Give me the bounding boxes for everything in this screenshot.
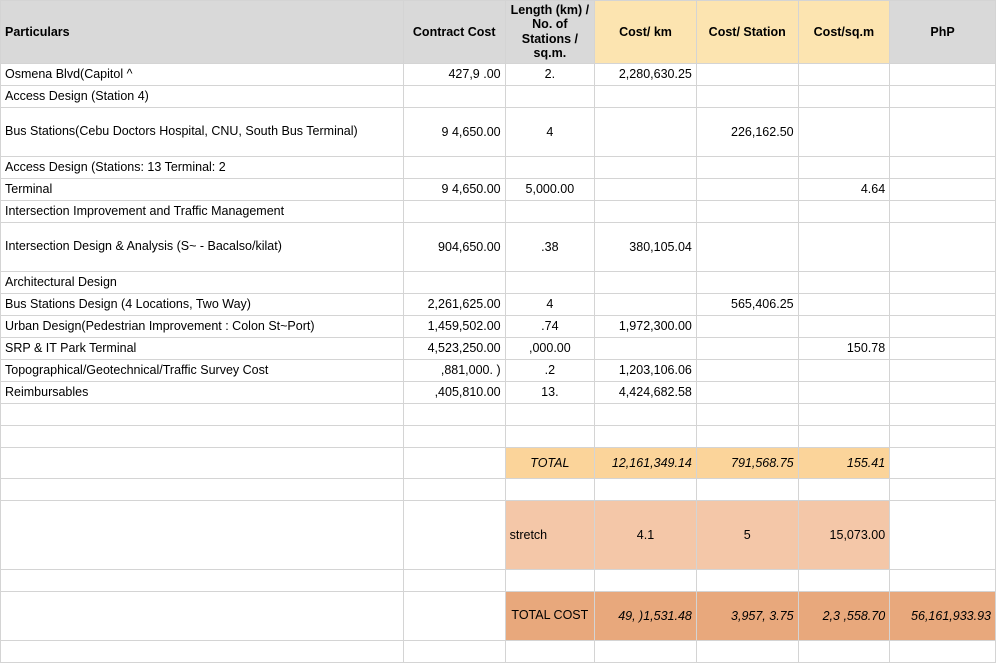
row-cost-per-station bbox=[696, 156, 798, 178]
table-header-row bbox=[1, 1, 996, 64]
row-cost-per-km bbox=[595, 293, 697, 315]
row-cost-per-station bbox=[696, 178, 798, 200]
empty-cell bbox=[505, 478, 595, 500]
row-cost-per-station: 565,406.25 bbox=[696, 293, 798, 315]
stretch-cost-per-km: 4.1 bbox=[595, 500, 697, 569]
row-length bbox=[505, 271, 595, 293]
empty-cell bbox=[890, 478, 996, 500]
row-contract-cost bbox=[403, 85, 505, 107]
total-cost-per-station: 791,568.75 bbox=[696, 447, 798, 478]
row-length bbox=[505, 200, 595, 222]
empty-cell bbox=[505, 640, 595, 662]
row-length bbox=[505, 85, 595, 107]
grand-total-cost-per-km: 49, )1,531.48 bbox=[595, 591, 697, 640]
empty-cell bbox=[696, 425, 798, 447]
total-cost-per-km: 12,161,349.14 bbox=[595, 447, 697, 478]
row-contract-cost: 4,523,250.00 bbox=[403, 337, 505, 359]
row-cost-per-sqm: 4.64 bbox=[798, 178, 890, 200]
header-php: PhP bbox=[890, 1, 996, 64]
row-php bbox=[890, 381, 996, 403]
empty-cell bbox=[798, 403, 890, 425]
table-row bbox=[1, 337, 996, 359]
total-label: TOTAL bbox=[505, 447, 595, 478]
row-length: ,000.00 bbox=[505, 337, 595, 359]
row-cost-per-sqm bbox=[798, 293, 890, 315]
grand-total-php: 56,161,933.93 bbox=[890, 591, 996, 640]
empty-cell bbox=[1, 500, 404, 569]
empty-cell bbox=[403, 478, 505, 500]
table-row bbox=[1, 85, 996, 107]
row-contract-cost bbox=[403, 200, 505, 222]
row-cost-per-station bbox=[696, 200, 798, 222]
empty-cell bbox=[403, 425, 505, 447]
row-php bbox=[890, 63, 996, 85]
row-label: Urban Design(Pedestrian Improvement : Colon St~Port) bbox=[1, 315, 404, 337]
row-cost-per-sqm bbox=[798, 200, 890, 222]
row-cost-per-sqm: 150.78 bbox=[798, 337, 890, 359]
grand-total-label: TOTAL COST bbox=[505, 591, 595, 640]
row-php bbox=[890, 337, 996, 359]
row-contract-cost bbox=[403, 271, 505, 293]
row-cost-per-km bbox=[595, 85, 697, 107]
table-row bbox=[1, 293, 996, 315]
row-cost-per-km bbox=[595, 271, 697, 293]
header-cost-per-km: Cost/ km bbox=[595, 1, 697, 64]
spacer-row bbox=[1, 569, 996, 591]
table-row bbox=[1, 107, 996, 156]
row-cost-per-sqm bbox=[798, 359, 890, 381]
table-row bbox=[1, 178, 996, 200]
total-cost-per-sqm: 155.41 bbox=[798, 447, 890, 478]
spacer-row bbox=[1, 478, 996, 500]
row-cost-per-station bbox=[696, 315, 798, 337]
row-php bbox=[890, 107, 996, 156]
empty-cell bbox=[595, 569, 697, 591]
row-length: .38 bbox=[505, 222, 595, 271]
header-contract-cost: Contract Cost bbox=[403, 1, 505, 64]
row-length: .74 bbox=[505, 315, 595, 337]
empty-cell bbox=[1, 447, 404, 478]
header-cost-per-sqm: Cost/sq.m bbox=[798, 1, 890, 64]
row-cost-per-sqm bbox=[798, 107, 890, 156]
table-row bbox=[1, 359, 996, 381]
empty-cell bbox=[1, 640, 404, 662]
row-contract-cost bbox=[403, 156, 505, 178]
header-length: Length (km) / No. of Stations / sq.m. bbox=[505, 1, 595, 64]
row-length bbox=[505, 156, 595, 178]
empty-cell bbox=[403, 640, 505, 662]
row-cost-per-sqm bbox=[798, 85, 890, 107]
empty-cell bbox=[505, 569, 595, 591]
row-cost-per-km: 1,203,106.06 bbox=[595, 359, 697, 381]
row-length: .2 bbox=[505, 359, 595, 381]
row-cost-per-sqm bbox=[798, 315, 890, 337]
row-length: 13. bbox=[505, 381, 595, 403]
table-row bbox=[1, 63, 996, 85]
empty-cell bbox=[890, 403, 996, 425]
row-cost-per-km: 4,424,682.58 bbox=[595, 381, 697, 403]
row-label: Architectural Design bbox=[1, 271, 404, 293]
empty-cell bbox=[890, 500, 996, 569]
empty-cell bbox=[1, 591, 404, 640]
spacer-row bbox=[1, 403, 996, 425]
stretch-cost-per-station: 5 bbox=[696, 500, 798, 569]
row-cost-per-km bbox=[595, 156, 697, 178]
empty-cell bbox=[1, 425, 404, 447]
grand-total-row bbox=[1, 591, 996, 640]
empty-cell bbox=[798, 478, 890, 500]
row-contract-cost: 427,9 .00 bbox=[403, 63, 505, 85]
row-cost-per-station bbox=[696, 271, 798, 293]
empty-cell bbox=[1, 478, 404, 500]
row-cost-per-station bbox=[696, 381, 798, 403]
row-cost-per-station: 226,162.50 bbox=[696, 107, 798, 156]
empty-cell bbox=[1, 403, 404, 425]
row-label: SRP & IT Park Terminal bbox=[1, 337, 404, 359]
row-cost-per-km bbox=[595, 107, 697, 156]
row-cost-per-station bbox=[696, 337, 798, 359]
row-label: Bus Stations Design (4 Locations, Two Way) bbox=[1, 293, 404, 315]
row-php bbox=[890, 200, 996, 222]
row-label: Reimbursables bbox=[1, 381, 404, 403]
empty-cell bbox=[595, 478, 697, 500]
row-contract-cost: ,881,000. ) bbox=[403, 359, 505, 381]
row-cost-per-sqm bbox=[798, 222, 890, 271]
empty-cell bbox=[890, 425, 996, 447]
row-cost-per-km: 2,280,630.25 bbox=[595, 63, 697, 85]
row-cost-per-km bbox=[595, 337, 697, 359]
empty-cell bbox=[403, 447, 505, 478]
table-row bbox=[1, 156, 996, 178]
row-contract-cost: 2,261,625.00 bbox=[403, 293, 505, 315]
row-cost-per-sqm bbox=[798, 381, 890, 403]
grand-total-cost-per-station: 3,957, 3.75 bbox=[696, 591, 798, 640]
empty-cell bbox=[505, 425, 595, 447]
row-cost-per-station bbox=[696, 222, 798, 271]
grand-total-cost-per-sqm: 2,3 ,558.70 bbox=[798, 591, 890, 640]
spacer-row bbox=[1, 425, 996, 447]
stretch-row bbox=[1, 500, 996, 569]
row-php bbox=[890, 359, 996, 381]
row-contract-cost: 904,650.00 bbox=[403, 222, 505, 271]
empty-cell bbox=[595, 640, 697, 662]
row-contract-cost: ,405,810.00 bbox=[403, 381, 505, 403]
row-php bbox=[890, 178, 996, 200]
table-row bbox=[1, 381, 996, 403]
row-label: Topographical/Geotechnical/Traffic Survey Cost bbox=[1, 359, 404, 381]
table-row bbox=[1, 222, 996, 271]
empty-cell bbox=[890, 569, 996, 591]
row-php bbox=[890, 222, 996, 271]
empty-cell bbox=[403, 591, 505, 640]
row-label: Access Design (Station 4) bbox=[1, 85, 404, 107]
empty-cell bbox=[890, 640, 996, 662]
total-php bbox=[890, 447, 996, 478]
stretch-label: stretch bbox=[505, 500, 595, 569]
total-row bbox=[1, 447, 996, 478]
row-php bbox=[890, 293, 996, 315]
spacer-row bbox=[1, 640, 996, 662]
row-label: Intersection Improvement and Traffic Management bbox=[1, 200, 404, 222]
row-cost-per-station bbox=[696, 63, 798, 85]
row-label: Bus Stations(Cebu Doctors Hospital, CNU, South Bus Terminal) bbox=[1, 107, 404, 156]
table-row bbox=[1, 271, 996, 293]
row-cost-per-sqm bbox=[798, 271, 890, 293]
row-cost-per-km: 380,105.04 bbox=[595, 222, 697, 271]
empty-cell bbox=[696, 569, 798, 591]
empty-cell bbox=[403, 569, 505, 591]
row-contract-cost: 1,459,502.00 bbox=[403, 315, 505, 337]
empty-cell bbox=[403, 403, 505, 425]
empty-cell bbox=[505, 403, 595, 425]
row-cost-per-sqm bbox=[798, 156, 890, 178]
row-php bbox=[890, 85, 996, 107]
row-length: 4 bbox=[505, 107, 595, 156]
row-label: Osmena Blvd(Capitol ^ bbox=[1, 63, 404, 85]
table-row bbox=[1, 315, 996, 337]
row-cost-per-sqm bbox=[798, 63, 890, 85]
row-php bbox=[890, 156, 996, 178]
row-cost-per-station bbox=[696, 359, 798, 381]
row-cost-per-km: 1,972,300.00 bbox=[595, 315, 697, 337]
row-cost-per-station bbox=[696, 85, 798, 107]
row-contract-cost: 9 4,650.00 bbox=[403, 178, 505, 200]
row-label: Terminal bbox=[1, 178, 404, 200]
empty-cell bbox=[696, 403, 798, 425]
empty-cell bbox=[798, 640, 890, 662]
row-length: 5,000.00 bbox=[505, 178, 595, 200]
empty-cell bbox=[798, 569, 890, 591]
row-length: 4 bbox=[505, 293, 595, 315]
row-cost-per-km bbox=[595, 200, 697, 222]
row-label: Intersection Design & Analysis (S~ - Bacalso/kilat) bbox=[1, 222, 404, 271]
empty-cell bbox=[798, 425, 890, 447]
empty-cell bbox=[403, 500, 505, 569]
row-php bbox=[890, 271, 996, 293]
header-cost-per-station: Cost/ Station bbox=[696, 1, 798, 64]
row-label: Access Design (Stations: 13 Terminal: 2 bbox=[1, 156, 404, 178]
table-row bbox=[1, 200, 996, 222]
empty-cell bbox=[696, 478, 798, 500]
empty-cell bbox=[595, 425, 697, 447]
empty-cell bbox=[1, 569, 404, 591]
header-particulars: Particulars bbox=[1, 1, 404, 64]
row-length: 2. bbox=[505, 63, 595, 85]
row-cost-per-km bbox=[595, 178, 697, 200]
stretch-cost-per-sqm: 15,073.00 bbox=[798, 500, 890, 569]
empty-cell bbox=[696, 640, 798, 662]
row-contract-cost: 9 4,650.00 bbox=[403, 107, 505, 156]
row-php bbox=[890, 315, 996, 337]
empty-cell bbox=[595, 403, 697, 425]
